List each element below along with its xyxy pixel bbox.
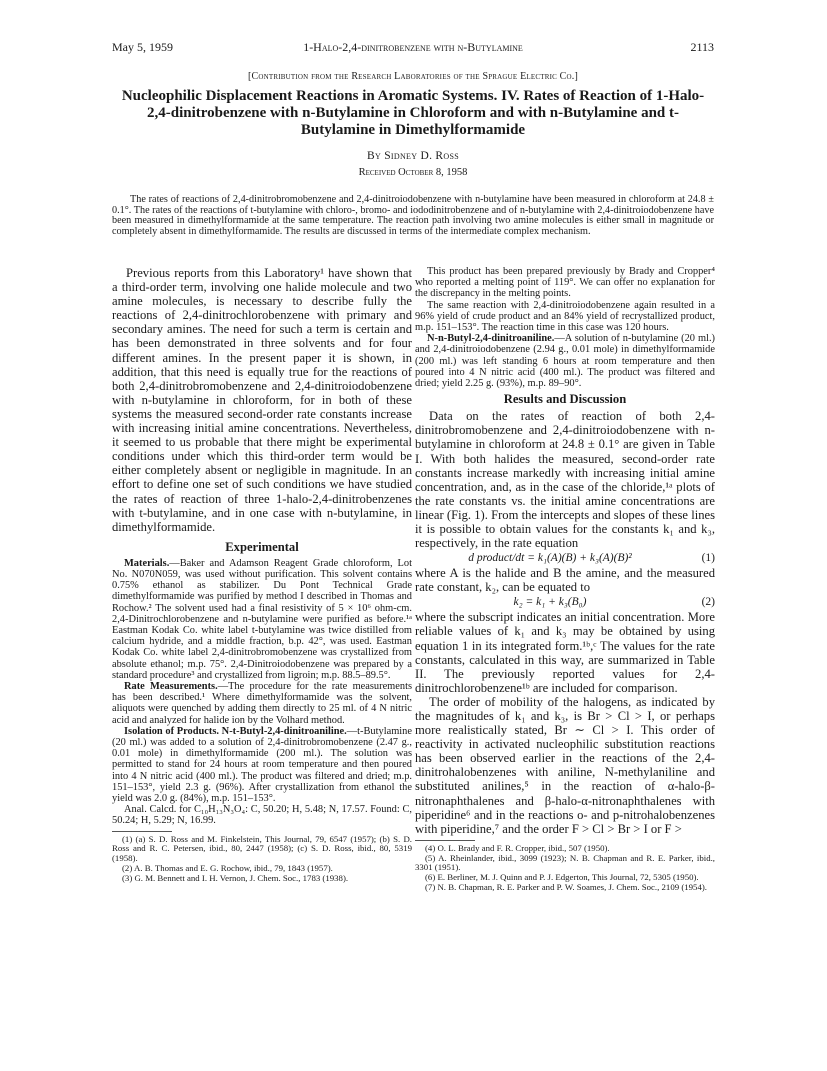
analysis-paragraph: Anal. Calcd. for C₁₀H₁₃N₃O₄: C, 50.20; H, 5.48; N, 17.57. Found: C, 50.24; H, 5.29; N, 16.99. (112, 804, 412, 827)
footnote: (5) A. Rheinlander, ibid., 3099 (1923); N. B. Chapman and R. E. Parker, ibid., 3301 (1951). (415, 852, 715, 873)
results-paragraph-3: The order of mobility of the halogens, as indicated by the magnitudes of k₁ and k₃, is Br > Cl > I, or perhaps more realistically stated, Br ∼ Cl > I. This order of reactivity in activated nucleophilic substitution reactions has been observed earlier in the reactions of the 2,4-dinitrohalobenzenes with aniline, N-methylaniline and substituted anilines,⁵ in the reaction of α-halo-β-nitronaphthalenes and β-halo-α-nitronaphthalenes with piperidine⁶ and in the reactions o- and p-nitrohalobenzenes with piperidine,⁷ and the order F > Cl > Br > I or F > (415, 694, 715, 836)
running-head (112, 40, 714, 56)
rate-text: —The procedure for the rate measurements has been described.¹ Where dimethylformamide was the solvent, aliquots were quenched by adding them directly to 25 ml. of 4 N nitric acid and analyzed for halide ion by the Volhard method. (112, 681, 412, 726)
equation-2 (415, 594, 715, 610)
left-column (112, 266, 412, 884)
results-paragraph-2: where the subscript indicates an initial concentration. More reliable values of k₁ and k₃ may be obtained by using equation 1 in its integrated form.¹ᵇ,ᶜ The values for the rate constants, calculated in this way, are summarized in Table II. The previously reported values for 2,4-dinitrochlorobenzene¹ᵇ are included for comparison. (415, 610, 715, 695)
experimental-heading: Experimental (225, 539, 299, 554)
results-paragraph-1: Data on the rates of reaction of both 2,4-dinitrobromobenzene and 2,4-dinitroiodobenzene with n-butylamine in chloroform at 24.8 ± 0.1° are given in Table I. With both halides the measured, second-order rate constants increase markedly with increasing initial amine concentration, and, as in the case of the chloride,¹ᵃ plots of the rate constants vs. the initial amine concentrations are linear (Fig. 1). From the intercepts and slopes of these lines it is possible to obtain values for the constants k₁ and k₃, respectively, in the rate equation (415, 409, 715, 551)
intro-paragraph: Previous reports from this Laboratory¹ have shown that a third-order term, involving one halide molecule and two amine molecules, is necessary to describe fully the reactions of 2,4-dinitrochlorobenzene with primary and secondary amines. The need for such a term is certain and has been demonstrated in three solvents and for four different amines. In the present paper it is shown, in addition, that this need is equally true for the reactions of both 2,4-dinitrobromobenzene and 2,4-dinitroiodobenzene with n-butylamine in chloroform, for in both of these systems the measured second-order rate constants increase with increasing initial amine concentrations. Nevertheless, it seemed to us probable that there might be experimental conditions under which this third-order term would be either completely absent or negligible in magnitude. In an effort to define one set of such conditions we have studied the rates of reaction of three 1-halo-2,4-dinitrobenzenes with t-butylamine, and in one case with n-butylamine, in dimethylformamide. (112, 266, 412, 534)
equation-2-text: k₂ = k₁ + k₃(B₀) (513, 596, 587, 609)
running-head-date: May 5, 1959 (112, 40, 173, 54)
materials-paragraph (112, 558, 412, 681)
footnote: (4) O. L. Brady and F. R. Cropper, ibid., 507 (1950). (425, 842, 610, 853)
footnote: (6) E. Berliner, M. J. Quinn and P. J. Edgerton, This Journal, 72, 5305 (1950). (425, 872, 699, 883)
isolation-run-head: Isolation of Products. N-t-Butyl-2,4-dinitroaniline. (124, 725, 347, 737)
equation-2-number: (2) (701, 596, 715, 609)
equation-1-number: (1) (701, 552, 715, 565)
equation-1-text: d product/dt = k₁(A)(B) + k₃(A)(B)² (468, 552, 632, 565)
running-head-title: 1-Halo-2,4-dinitrobenzene with n-Butylamine (303, 40, 523, 54)
n-butyl-text: —A solution of n-butylamine (20 ml.) and 2,4-dinitroiodobenzene (2.94 g., 0.01 mole) in dimethylformamide (200 ml.) was left standing 6 hours at room temperature and then poured into 4 N nitric acid (400 ml.). The product was filtered and dried; yield 2.25 g. (93%), m.p. 89–90°. (415, 333, 715, 390)
right-column (415, 266, 715, 893)
rate-measurements-paragraph (112, 681, 412, 726)
footnote: (7) N. B. Chapman, R. E. Parker and P. W. Soames, J. Chem. Soc., 2109 (1954). (425, 882, 707, 893)
isolation-text: —t-Butylamine (20 ml.) was added to a solution of 2,4-dinitrobromobenzene (2.47 g., 0.01 mole) in dimethylformamide (200 ml.). The solution was permitted to stand for 24 hours at room temperature and then poured into 4 N nitric acid (400 ml.). The product was filtered and dried; m.p. 151–153°, yield 2.3 g. (96%). After crystallization from ethanol the yield was 2.0 g. (84%), m.p. 151–153°. (112, 725, 412, 805)
n-butyl-run-head: N-n-Butyl-2,4-dinitroaniline. (427, 333, 555, 345)
contribution-line: [Contribution from the Research Laboratories of the Sprague Electric Co.] (247, 71, 579, 82)
article-title: Nucleophilic Displacement Reactions in Aromatic Systems. IV. Rates of Reaction of 1-Halo-2,4-dinitrobenzene with n-Butylamine in Chloroform and with n-Butylamine and t-Butylamine in Dimethylformamide (121, 88, 705, 138)
equation-1 (415, 550, 715, 566)
materials-run-head: Materials. (124, 557, 170, 569)
rate-run-head: Rate Measurements. (124, 681, 218, 693)
after-equation-1: where A is the halide and B the amine, and the measured rate constant, k₂, can be equated to (415, 566, 715, 595)
page-number: 2113 (690, 40, 714, 54)
footnote: (1) (a) S. D. Ross and M. Finkelstein, This Journal, 79, 6547 (1957); (b) S. D. Ross and R. C. Petersen, ibid., 80, 2447 (1958); (c) S. D. Ross, ibid., 80, 5319 (1958). (112, 833, 412, 864)
footnote-rule (415, 840, 475, 841)
author-byline: By Sidney D. Ross (367, 150, 459, 162)
materials-text: —Baker and Adamson Reagent Grade chloroform, Lot No. N070N059, was used without purification. This solvent contains 0.75% ethanol as stabilizer. Du Pont Technical Grade dimethylformamide was purified by method I described in Thomas and Rochow.² The solvent used had a final resistivity of 5 × 10⁶ ohm-cm. 2,4-Dinitrochlorobenzene and n-butylamine were purified as before.¹ᵃ Eastman Kodak Co. white label t-butylamine was twice distilled from calcium hydride, and a middle fraction, b.p. 42°, was used. Eastman Kodak Co. white label 2,4-dinitrobromobenzene was crystallized from absolute ethanol; m.p. 75°. 2,4-Dinitroiodobenzene was prepared by a standard procedure³ and crystallized from ligroin; m.p. 88.5–89.5°. (112, 557, 412, 681)
same-reaction-paragraph: The same reaction with 2,4-dinitroiodobenzene again resulted in a 96% yield of crude product and an 84% yield of recrystallized product, m.p. 151–153°. The reaction time in this case was 120 hours. (415, 299, 715, 334)
isolation-paragraph (112, 726, 412, 804)
footnote-rule (112, 831, 172, 832)
prior-preparation-paragraph: This product has been prepared previously by Brady and Cropper⁴ who reported a melting point of 119°. We can offer no explanation for the discrepancy in the melting points. (415, 266, 715, 300)
received-date: Received October 8, 1958 (358, 167, 468, 178)
results-heading: Results and Discussion (503, 392, 627, 407)
n-butyl-paragraph (415, 333, 715, 389)
footnote: (3) G. M. Bennett and I. H. Vernon, J. Chem. Soc., 1783 (1938). (122, 872, 349, 883)
abstract: The rates of reactions of 2,4-dinitrobromobenzene and 2,4-dinitroiodobenzene with n-butylamine have been measured in chloroform at 24.8 ± 0.1°. The rates of the reactions of t-butylamine with chloro-, bromo- and iododinitrobenzene and of n-butylamine with 2,4-dinitroiodobenzene have been measured in dimethylformamide at the same temperature. The reaction path involving two amine molecules is either small in magnitude or completely absent in dimethylformamide. The results are discussed in terms of the intermediate complex mechanism. (112, 194, 714, 238)
footnote: (2) A. B. Thomas and E. G. Rochow, ibid., 79, 1843 (1957). (122, 863, 333, 874)
